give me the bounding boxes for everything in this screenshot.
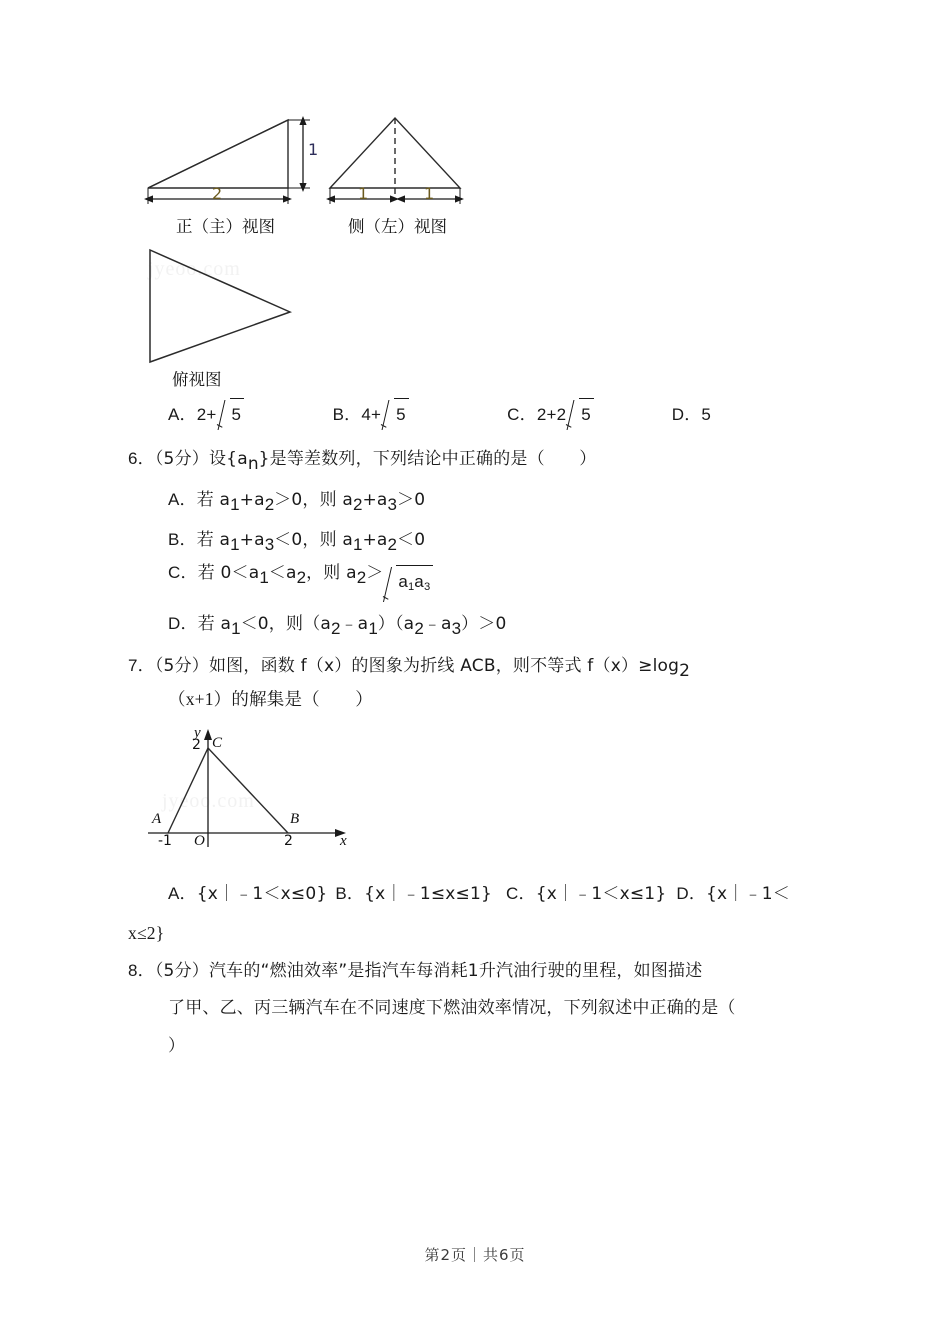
option-mid-2: ＞0，则 a [274, 490, 354, 510]
option-letter: B． [332, 405, 362, 424]
question7-option-d[interactable] [676, 883, 790, 903]
sub-4: 3 [387, 494, 398, 514]
radicand: 5 [230, 398, 245, 430]
question6-stem [128, 443, 596, 479]
option-text: {x｜﹣1≤x≤1} [364, 884, 493, 904]
front-view-base-label: 2 [212, 184, 223, 203]
option-value: 4+ [361, 405, 382, 424]
sub-2: 2 [264, 494, 275, 514]
stem-text-pre: 设{a [208, 449, 248, 469]
top-view-svg [140, 246, 310, 366]
side-view-caption: 侧（左）视图 [348, 217, 447, 236]
option-prefix: 若 a [196, 530, 231, 550]
option-letter: D． [676, 884, 707, 903]
sub-2: 3 [264, 534, 275, 554]
option-letter: A． [168, 405, 197, 424]
option-mid-1: +a [239, 490, 265, 510]
question7-graph [140, 715, 360, 855]
graph-y-axis-label: y [194, 725, 201, 741]
stem-subscript: n [247, 453, 259, 474]
option-mid-1: +a [239, 530, 265, 550]
sqrt-symbol [566, 398, 597, 430]
question8-stem-line2: 了甲、乙、丙三辆汽车在不同速度下燃油效率情况，下列叙述中正确的是（ [168, 998, 736, 1018]
graph-x-tick-2: 2 [284, 833, 293, 849]
sqrt-symbol [217, 398, 248, 430]
question6-option-d[interactable] [168, 608, 507, 644]
sub-5: 3 [451, 618, 462, 638]
sqrt-symbol [383, 565, 436, 602]
question8-stem-line3: ） [168, 1036, 186, 1056]
stem-text: 如图，函数 f（x）的图象为折线 ACB，则不等式 f（x）≥log [208, 656, 680, 676]
option-value: 2+2 [536, 405, 567, 424]
option-tail: ＜0 [397, 530, 426, 550]
question5-option-c[interactable] [507, 398, 667, 430]
stem-text: 汽车的“燃油效率”是指汽车每消耗1升汽油行驶的里程，如图描述 [208, 961, 703, 981]
side-view-svg [320, 100, 480, 205]
option-tail: ＞0 [397, 490, 426, 510]
option-mid-3: ＞ [366, 563, 384, 583]
option-letter: A． [168, 884, 197, 903]
option-mid-2: ，则 a [306, 563, 357, 583]
option-text: {x｜﹣1＜x≤0} [196, 884, 328, 904]
graph-point-c-label: C [212, 735, 223, 751]
sqrt-symbol [381, 398, 412, 430]
option-prefix: 若 a [196, 490, 231, 510]
option-letter: C． [168, 563, 198, 582]
option-tail: ）＞0 [461, 614, 507, 634]
graph-point-a-label: A [152, 811, 162, 827]
sub-1: 1 [230, 494, 240, 514]
option-letter: C． [507, 405, 537, 424]
top-view-figure [140, 246, 310, 366]
option-letter: A． [168, 490, 197, 509]
question5-option-b[interactable] [333, 398, 503, 430]
question-score: （5分） [154, 961, 209, 981]
question5-options-row [168, 398, 711, 430]
question7-stem-line2: （x+1）的解集是（ ） [168, 689, 373, 709]
side-view-right-label: 1 [424, 184, 435, 203]
log-base-subscript: 2 [679, 660, 690, 681]
option-mid-2: ＜0，则 a [274, 530, 354, 550]
front-view-height-label: 1 [308, 140, 319, 159]
front-view-caption: 正（主）视图 [176, 217, 275, 236]
question8-stem-line1 [128, 955, 702, 986]
sub-3: 2 [356, 567, 367, 587]
sub-2: 2 [331, 618, 341, 638]
option-text: {x｜﹣1＜ [706, 884, 790, 904]
sub-4: 2 [414, 618, 424, 638]
question6-option-c[interactable] [168, 556, 436, 593]
radicand-term-a-sub: 1 [408, 581, 415, 594]
question-number: 6． [128, 449, 155, 468]
sub-3: 1 [368, 618, 378, 638]
watermark: jyeoo.com [148, 258, 241, 280]
question6-option-b[interactable] [168, 524, 425, 560]
radicand [396, 565, 433, 602]
option-mid-4: ﹣a [423, 614, 452, 634]
question6-option-a[interactable] [168, 484, 425, 520]
question7-graph-svg [140, 715, 360, 855]
radicand-term-a: a [398, 572, 409, 591]
radicand: 5 [394, 398, 409, 430]
option-mid-1: ＜0，则（a [240, 614, 332, 634]
graph-x-tick-minus-1: -1 [158, 833, 172, 849]
option-letter: B． [168, 530, 197, 549]
watermark: jyeoo.com [162, 790, 255, 812]
option-prefix: 若 a [197, 614, 232, 634]
sub-3: 1 [353, 534, 363, 554]
graph-x-axis-label: x [340, 833, 347, 849]
sub-1: 1 [230, 534, 240, 554]
question-score: （5分） [154, 449, 209, 469]
option-letter: D． [168, 614, 198, 633]
option-letter: D． [671, 405, 702, 424]
question-score: （5分） [154, 656, 209, 676]
graph-origin-label: O [194, 833, 205, 849]
question-number: 7． [128, 656, 155, 675]
question7-stem-line1 [128, 650, 690, 686]
front-view-svg [140, 100, 310, 205]
graph-y-tick-2: 2 [192, 737, 201, 753]
sub-2: 2 [296, 567, 307, 587]
radicand-term-b-sub: 3 [423, 581, 431, 594]
side-view-figure [320, 100, 480, 205]
sub-4: 2 [387, 534, 398, 554]
option-text: {x｜﹣1＜x≤1} [535, 884, 667, 904]
question-number: 8． [128, 961, 155, 980]
front-view-figure [140, 100, 319, 205]
sub-1: 1 [231, 618, 241, 638]
question7-option-a[interactable] [168, 883, 327, 903]
radicand-term-b: a [414, 572, 424, 591]
page-footer: 第2页｜共6页 [424, 1246, 526, 1264]
option-value: 5 [701, 405, 712, 424]
question7-options-row [168, 878, 790, 909]
option-value: 2+ [196, 405, 217, 424]
graph-point-b-label: B [290, 811, 300, 827]
sub-3: 2 [353, 494, 363, 514]
question5-option-a[interactable] [168, 398, 328, 430]
stem-text-post: }是等差数列，下列结论中正确的是（ ） [258, 449, 597, 469]
side-view-left-label: 1 [358, 184, 369, 203]
sub-1: 1 [259, 567, 269, 587]
option-mid-2: ﹣a [340, 614, 369, 634]
option-mid-3: ）（a [377, 614, 415, 634]
option-letter: B． [335, 884, 365, 903]
radicand: 5 [579, 398, 594, 430]
option-letter: C． [506, 884, 536, 903]
option-mid-3: +a [362, 530, 388, 550]
option-mid-1: ＜a [268, 563, 297, 583]
question7-option-c[interactable] [506, 883, 666, 903]
question7-options-wrap: x≤2} [128, 923, 165, 943]
option-prefix: 若 0＜a [197, 563, 260, 583]
question5-option-d[interactable] [672, 399, 711, 430]
option-mid-3: +a [362, 490, 388, 510]
question7-option-b[interactable] [335, 883, 492, 903]
top-view-caption: 俯视图 [172, 370, 222, 389]
